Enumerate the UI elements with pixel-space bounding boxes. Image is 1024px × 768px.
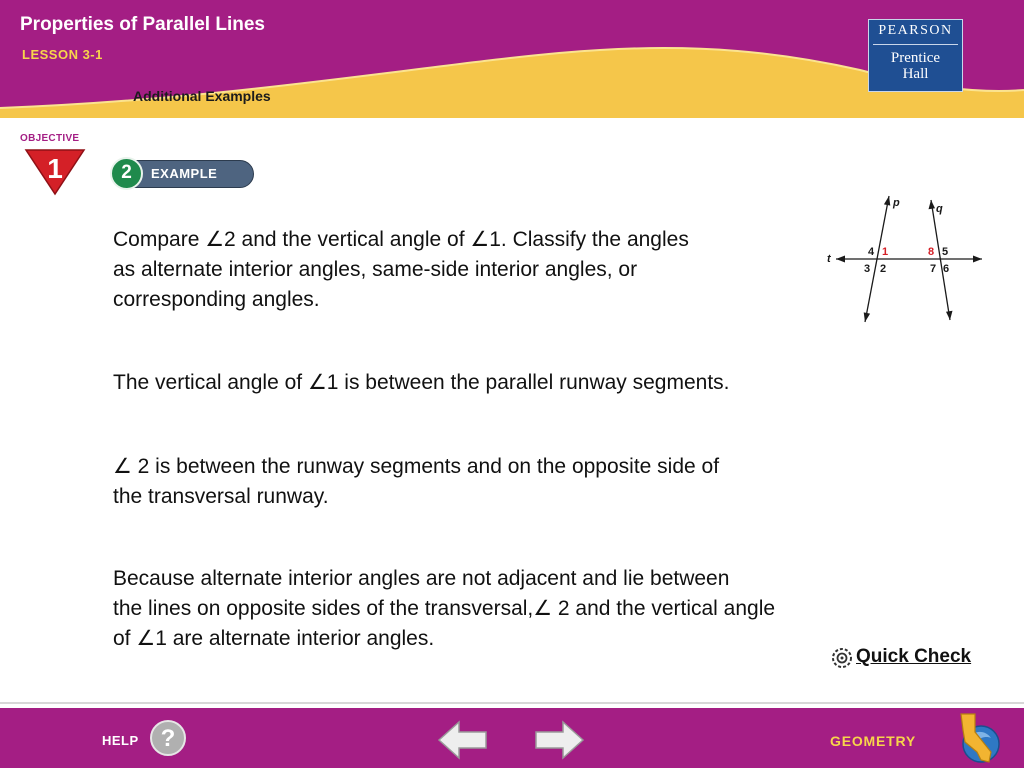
objective-triangle-icon	[24, 148, 88, 198]
logo-divider	[873, 44, 958, 45]
objective-label: OBJECTIVE	[20, 133, 80, 144]
paragraph-text: 1 are alternate interior angles.	[155, 627, 435, 650]
page-title: Properties of Parallel Lines	[20, 14, 265, 35]
label-line-t: t	[827, 253, 831, 265]
objective-number: 1	[47, 153, 63, 184]
paragraph-text: The vertical angle of	[113, 371, 303, 394]
previous-button[interactable]	[437, 720, 489, 760]
pearson-prentice-hall-logo	[868, 19, 963, 92]
angle-symbol: ∠	[307, 371, 327, 394]
example-badge	[110, 157, 256, 193]
logo-text-prentice-hall	[869, 50, 962, 82]
angle-symbol: ∠	[533, 597, 553, 620]
arrowhead-t-left	[836, 256, 845, 263]
paragraph-text: of	[113, 627, 131, 650]
angle-label-8: 8	[928, 246, 935, 258]
question-text	[113, 225, 689, 315]
paragraph-text: 1 is between the parallel runway segments.	[326, 371, 730, 394]
question-line-3: corresponding angles.	[113, 288, 320, 311]
california-globe-icon	[953, 712, 1005, 766]
angle-label-7: 7	[930, 263, 937, 275]
lesson-label: LESSON 3-1	[22, 47, 103, 62]
section-subtitle: Additional Examples	[133, 88, 271, 104]
answer-paragraph-2	[113, 452, 719, 512]
angle-label-5: 5	[942, 246, 949, 258]
right-arrow-icon	[536, 722, 583, 758]
angle-symbol: ∠	[470, 228, 490, 251]
paragraph-line-2	[113, 594, 775, 624]
objective-badge	[20, 133, 90, 184]
paragraph-line-2: the transversal runway.	[113, 485, 329, 508]
paragraph-line-1: Because alternate interior angles are not adjacent and lie between	[113, 567, 730, 590]
paragraph-line-1	[113, 452, 719, 482]
left-arrow-icon	[439, 722, 486, 758]
angle-symbol: ∠	[113, 455, 132, 478]
logo-text-hall: Hall	[902, 66, 929, 82]
label-line-q: q	[936, 203, 943, 215]
label-line-p: p	[893, 197, 900, 209]
footer-divider	[0, 702, 1024, 704]
footer-bar	[0, 708, 1024, 768]
angle-symbol: ∠	[136, 627, 156, 650]
example-number: 2	[121, 162, 132, 183]
paragraph-text: 2 is between the runway segments and on the opposite side of	[137, 455, 720, 478]
angle-label-2: 2	[880, 263, 887, 275]
question-line-2: as alternate interior angles, same-side interior angles, or	[113, 258, 638, 281]
question-text-part: 1. Classify the angles	[489, 228, 689, 251]
subject-label: GEOMETRY	[830, 733, 916, 749]
quick-check-label[interactable]: Quick Check	[856, 646, 972, 667]
question-text-part: 2 and the vertical angle of	[224, 228, 465, 251]
answer-paragraph-3	[113, 564, 775, 654]
parallel-lines-diagram	[822, 190, 992, 330]
question-text-compare: Compare	[113, 228, 200, 251]
next-button[interactable]	[533, 720, 585, 760]
paragraph-line-3	[113, 624, 775, 654]
help-question-icon: ?	[160, 725, 176, 752]
paragraph-text: the lines on opposite sides of the transversal,	[113, 597, 534, 620]
arrowhead-t-right	[973, 256, 982, 263]
answer-paragraph-1	[113, 368, 730, 398]
question-line-1	[113, 225, 689, 255]
paragraph-text: 2 and the vertical angle	[557, 597, 776, 620]
help-label[interactable]: HELP	[102, 733, 139, 748]
angle-label-3: 3	[864, 263, 871, 275]
logo-text-pearson: PEARSON	[878, 23, 953, 38]
help-button[interactable]	[150, 720, 186, 756]
angle-label-1: 1	[882, 246, 889, 258]
line-q	[931, 200, 950, 320]
angle-label-4: 4	[868, 246, 875, 258]
header-banner	[0, 0, 1024, 118]
example-label: EXAMPLE	[151, 166, 218, 181]
logo-text-prentice: Prentice	[890, 50, 941, 66]
quick-check-icon	[830, 646, 854, 670]
angle-symbol: ∠	[205, 228, 225, 251]
angle-label-6: 6	[943, 263, 950, 275]
